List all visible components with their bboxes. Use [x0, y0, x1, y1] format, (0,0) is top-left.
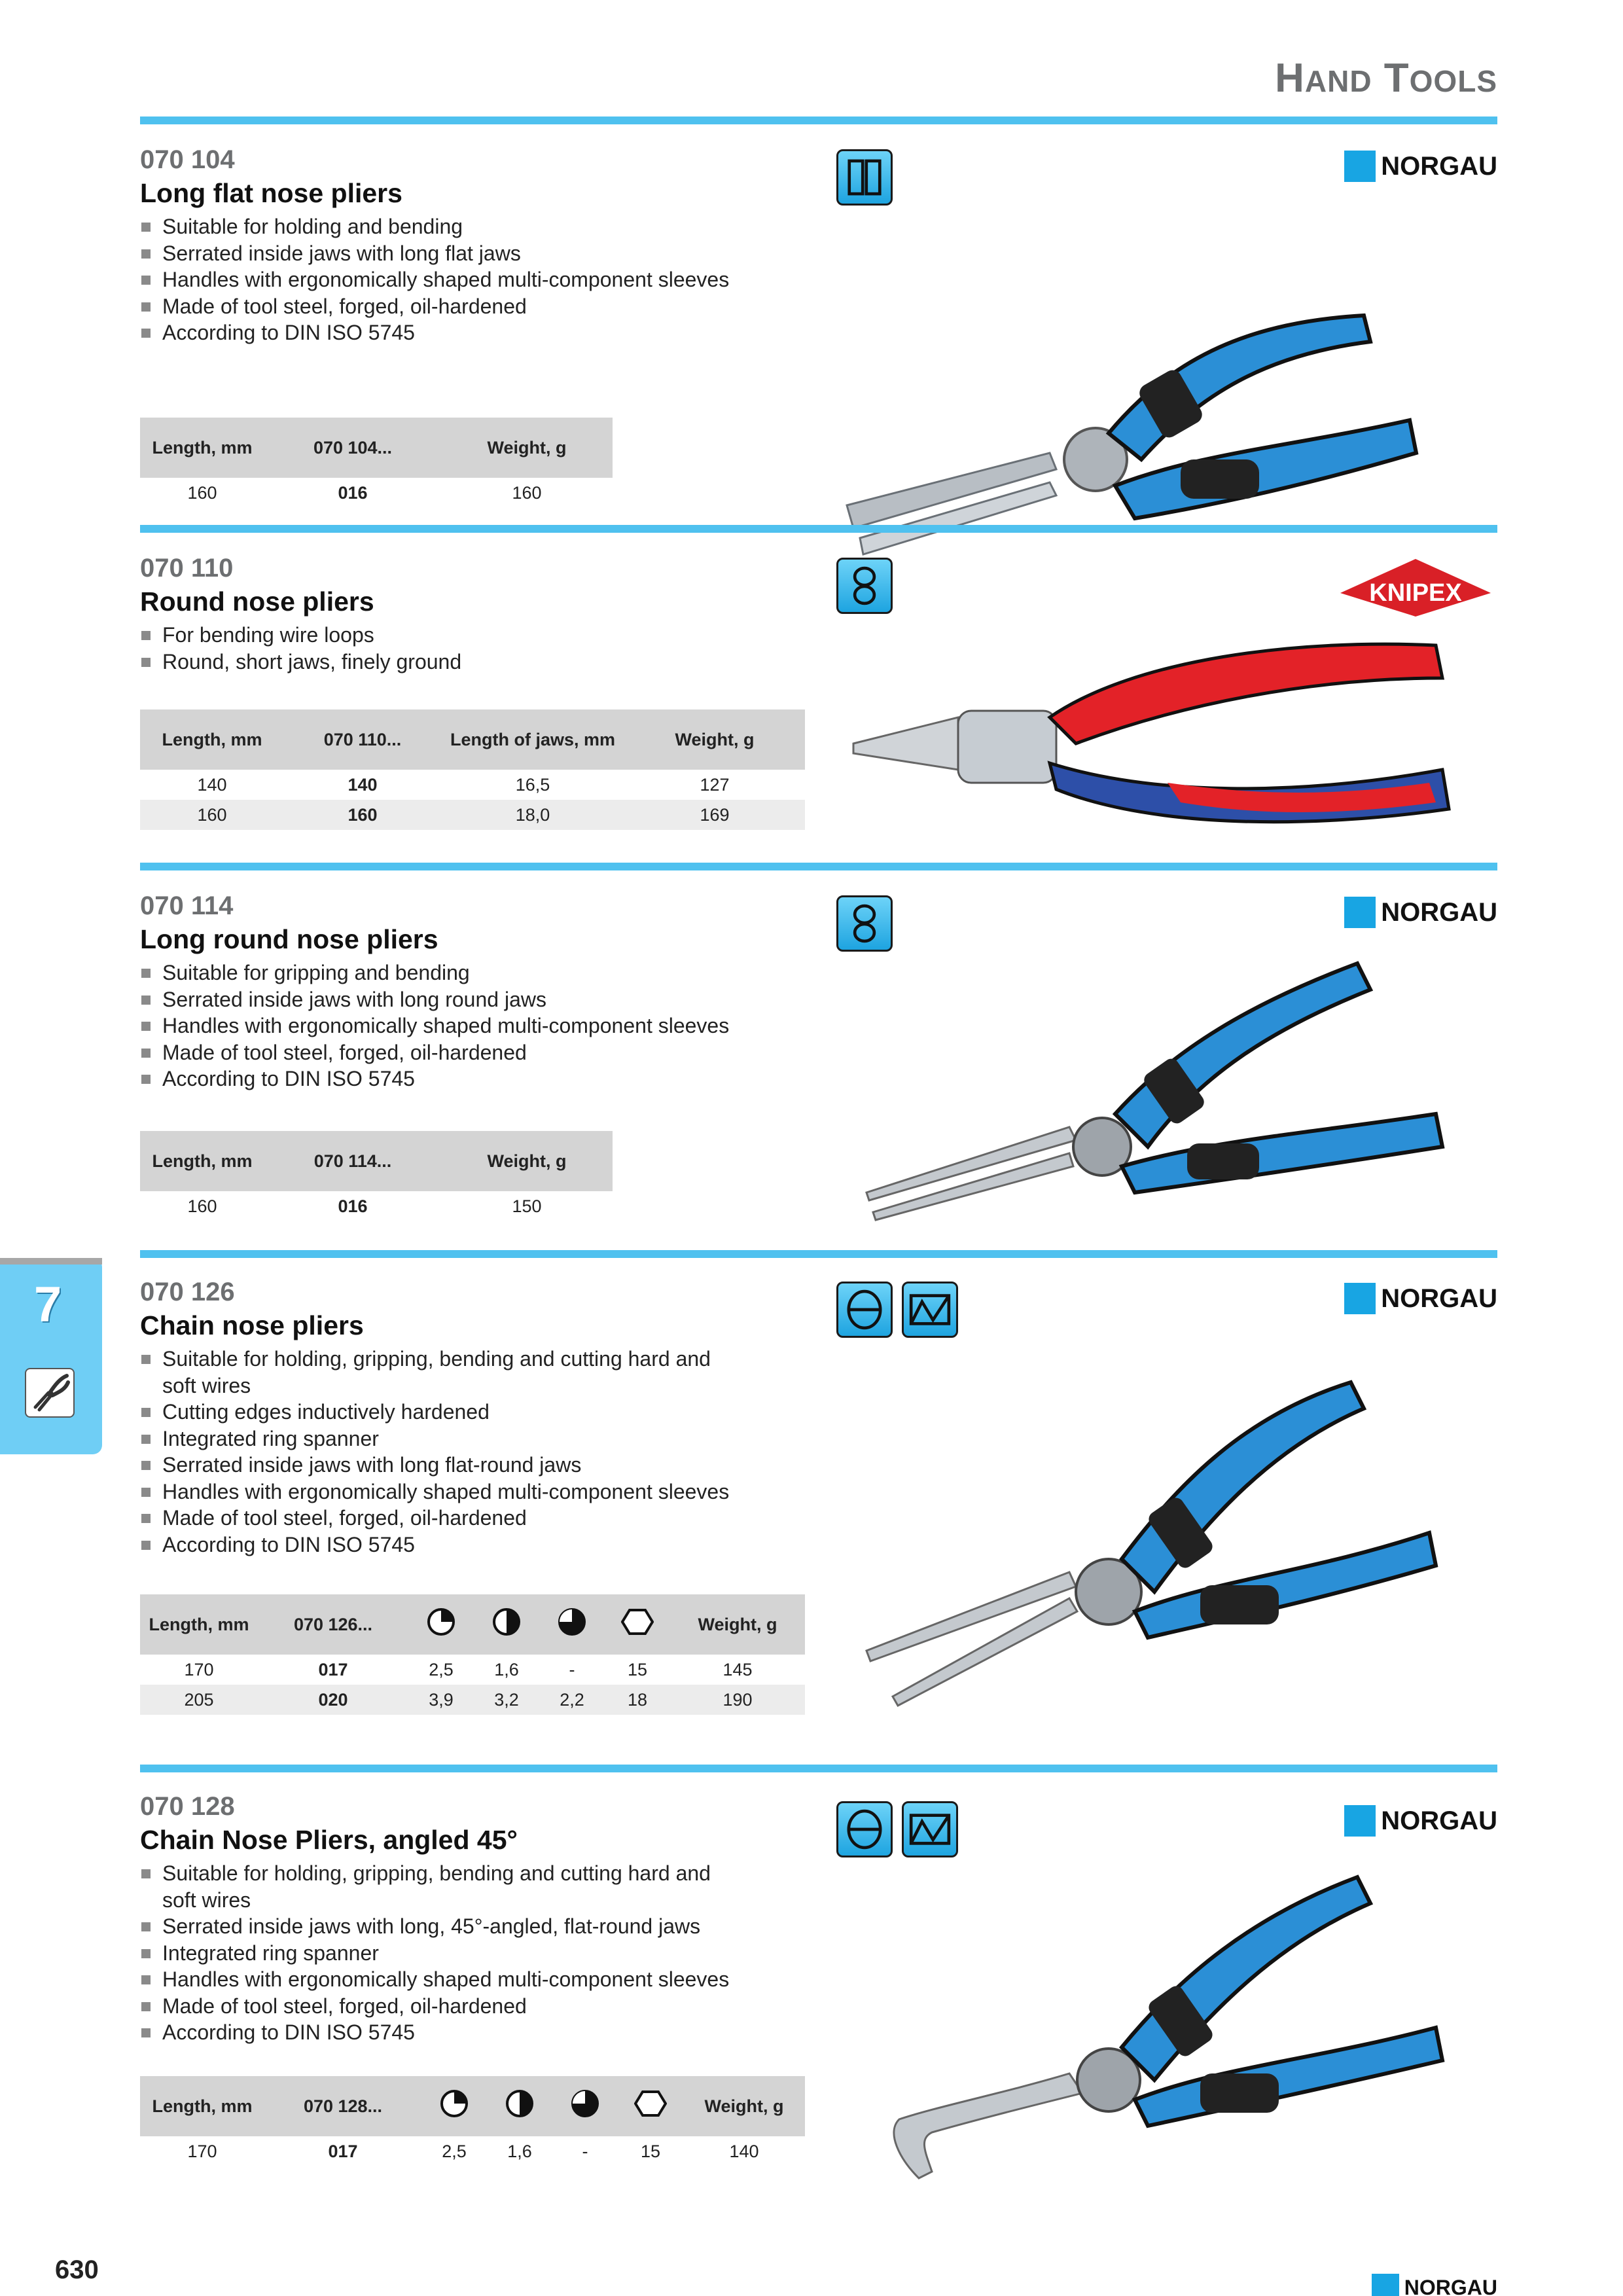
feature-item: For bending wire loops	[140, 622, 742, 649]
footer-norgau-logo: NORGAU	[1372, 2274, 1497, 2296]
feature-item: Handles with ergonomically shaped multi-component sleeves	[140, 1013, 742, 1039]
cell: 18	[605, 1685, 670, 1715]
cell: 016	[338, 482, 368, 503]
cell: 2,5	[442, 2141, 467, 2161]
round-jaw-symbol-icon	[836, 558, 893, 614]
feature-item: Integrated ring spanner	[140, 1940, 742, 1967]
hard-wire-icon	[539, 1594, 605, 1655]
chapter-number: 7	[34, 1277, 62, 1333]
cell: 140	[197, 774, 227, 795]
feature-item: According to DIN ISO 5745	[140, 1532, 742, 1558]
col-header: Length, mm	[140, 1131, 264, 1191]
product-title: Long round nose pliers	[140, 924, 438, 954]
feature-item: Suitable for holding, gripping, bending and cutting hard and soft wires	[140, 1346, 742, 1399]
product-title: Long flat nose pliers	[140, 178, 402, 208]
cell: 205	[140, 1685, 258, 1715]
feature-item: Serrated inside jaws with long flat jaws	[140, 240, 742, 267]
spec-table	[140, 2076, 805, 2166]
col-header: Weight, g	[441, 418, 613, 478]
section-divider	[140, 1765, 1497, 1772]
section-title: HAND TOOLS	[1275, 56, 1497, 101]
cell: 190	[670, 1685, 805, 1715]
section-divider	[140, 863, 1497, 870]
cell: 127	[700, 774, 730, 795]
col-header: 070 110...	[284, 709, 441, 770]
product-code: 070 126	[140, 1278, 235, 1306]
table-row	[140, 800, 805, 830]
product-070-126	[140, 1278, 1497, 1775]
plier-photo-icon	[860, 950, 1449, 1232]
cell: 160	[284, 800, 441, 830]
cell: 170	[184, 1659, 214, 1679]
feature-item: Made of tool steel, forged, oil-hardened	[140, 1505, 742, 1532]
chapter-tab-rule	[0, 1258, 102, 1265]
cell: 160	[512, 482, 542, 503]
plier-photo-icon	[853, 1376, 1442, 1716]
product-code: 070 114	[140, 891, 234, 920]
norgau-logo: NORGAU	[1344, 1283, 1497, 1314]
section-divider	[140, 117, 1497, 124]
feature-list	[140, 1346, 742, 1558]
feature-item: Handles with ergonomically shaped multi-component sleeves	[140, 1479, 742, 1505]
feature-list	[140, 622, 742, 675]
feature-item: Suitable for gripping and bending	[140, 960, 742, 986]
cell: -	[582, 2141, 588, 2161]
product-code: 070 128	[140, 1792, 235, 1821]
table-row	[140, 2136, 805, 2166]
spec-table	[140, 709, 805, 830]
feature-item: Made of tool steel, forged, oil-hardened	[140, 1039, 742, 1066]
cell: -	[569, 1659, 575, 1679]
feature-list	[140, 213, 742, 346]
cell: 160	[187, 482, 217, 503]
col-header: Length, mm	[140, 1594, 258, 1655]
hard-wire-icon	[552, 2076, 618, 2136]
table-row	[140, 1191, 613, 1221]
soft-wire-icon	[408, 1594, 474, 1655]
feature-item: Integrated ring spanner	[140, 1426, 742, 1452]
product-code: 070 104	[140, 145, 235, 174]
cell: 170	[187, 2141, 217, 2161]
hex-spanner-icon	[618, 2076, 683, 2136]
feature-item: Serrated inside jaws with long round jaws	[140, 986, 742, 1013]
cell: 3,2	[474, 1685, 539, 1715]
knipex-logo	[1334, 554, 1497, 619]
col-header: Length of jaws, mm	[441, 709, 624, 770]
col-header: 070 114...	[264, 1131, 441, 1191]
flat-round-jaw-symbol-icon	[836, 1282, 893, 1338]
round-jaw-symbol-icon	[836, 895, 893, 952]
col-header: Weight, g	[624, 709, 805, 770]
cell: 145	[722, 1659, 753, 1679]
spec-table	[140, 1594, 805, 1715]
product-070-104	[140, 145, 1497, 512]
feature-item: Cutting edges inductively hardened	[140, 1399, 742, 1426]
col-header: Weight, g	[670, 1594, 805, 1655]
feature-item: Handles with ergonomically shaped multi-component sleeves	[140, 1966, 742, 1993]
norgau-logo: NORGAU	[1344, 897, 1497, 928]
col-header: Length, mm	[140, 709, 284, 770]
feature-item: Handles with ergonomically shaped multi-component sleeves	[140, 266, 742, 293]
feature-item: According to DIN ISO 5745	[140, 2019, 742, 2046]
table-row	[140, 1655, 805, 1685]
medium-wire-icon	[487, 2076, 552, 2136]
cell: 16,5	[515, 774, 550, 795]
col-header: Weight, g	[683, 2076, 805, 2136]
product-code: 070 110	[140, 554, 234, 583]
product-070-114	[140, 891, 1497, 1232]
cell: 2,2	[539, 1685, 605, 1715]
feature-list	[140, 960, 742, 1092]
cell: 140	[729, 2141, 759, 2161]
cell: 15	[627, 1659, 648, 1679]
col-header: 070 126...	[258, 1594, 408, 1655]
hex-spanner-icon	[605, 1594, 670, 1655]
plier-photo-icon	[873, 1871, 1462, 2198]
product-070-128	[140, 1792, 1497, 2198]
flat-jaw-symbol-icon	[836, 149, 893, 206]
cell: 017	[328, 2141, 358, 2161]
cell: 1,6	[507, 2141, 532, 2161]
col-header: 070 128...	[264, 2076, 421, 2136]
cell: 2,5	[429, 1659, 454, 1679]
cell: 1,6	[494, 1659, 519, 1679]
feature-item: Made of tool steel, forged, oil-hardened	[140, 1993, 742, 2020]
feature-item: Suitable for holding, gripping, bending and cutting hard and soft wires	[140, 1860, 742, 1913]
feature-item: Suitable for holding and bending	[140, 213, 742, 240]
spec-table	[140, 1131, 613, 1221]
cell: 15	[640, 2141, 661, 2161]
cell: 160	[187, 1196, 217, 1216]
feature-list	[140, 1860, 742, 2046]
cell: 016	[338, 1196, 368, 1216]
feature-item: Serrated inside jaws with long, 45°-angled, flat-round jaws	[140, 1913, 742, 1940]
product-title: Chain Nose Pliers, angled 45°	[140, 1825, 518, 1855]
feature-item: Round, short jaws, finely ground	[140, 649, 742, 675]
cutting-edge-symbol-icon	[902, 1282, 958, 1338]
plier-photo-icon	[840, 632, 1469, 848]
cutting-edge-symbol-icon	[902, 1801, 958, 1857]
cell: 150	[512, 1196, 542, 1216]
norgau-logo: NORGAU	[1344, 1805, 1497, 1837]
feature-item: Serrated inside jaws with long flat-round jaws	[140, 1452, 742, 1479]
table-row	[140, 1685, 805, 1715]
norgau-logo: NORGAU	[1344, 151, 1497, 182]
spec-table	[140, 418, 613, 508]
product-title: Chain nose pliers	[140, 1310, 364, 1340]
pliers-icon	[25, 1368, 75, 1418]
feature-item: According to DIN ISO 5745	[140, 1066, 742, 1092]
col-header: 070 104...	[264, 418, 441, 478]
svg-text:KNIPEX: KNIPEX	[1369, 579, 1462, 607]
page-number: 630	[55, 2255, 99, 2284]
feature-item: According to DIN ISO 5745	[140, 319, 742, 346]
cell: 020	[258, 1685, 408, 1715]
cell: 160	[140, 800, 284, 830]
cell: 3,9	[408, 1685, 474, 1715]
soft-wire-icon	[421, 2076, 487, 2136]
table-row	[140, 770, 805, 800]
cell: 140	[348, 774, 378, 795]
cell: 017	[318, 1659, 348, 1679]
section-divider	[140, 525, 1497, 533]
col-header: Length, mm	[140, 2076, 264, 2136]
table-row	[140, 478, 613, 508]
flat-round-jaw-symbol-icon	[836, 1801, 893, 1857]
product-070-110	[140, 554, 1497, 842]
product-title: Round nose pliers	[140, 586, 374, 617]
col-header: Weight, g	[441, 1131, 613, 1191]
cell: 18,0	[441, 800, 624, 830]
section-divider	[140, 1250, 1497, 1258]
feature-item: Made of tool steel, forged, oil-hardened	[140, 293, 742, 320]
medium-wire-icon	[474, 1594, 539, 1655]
cell: 169	[624, 800, 805, 830]
col-header: Length, mm	[140, 418, 264, 478]
